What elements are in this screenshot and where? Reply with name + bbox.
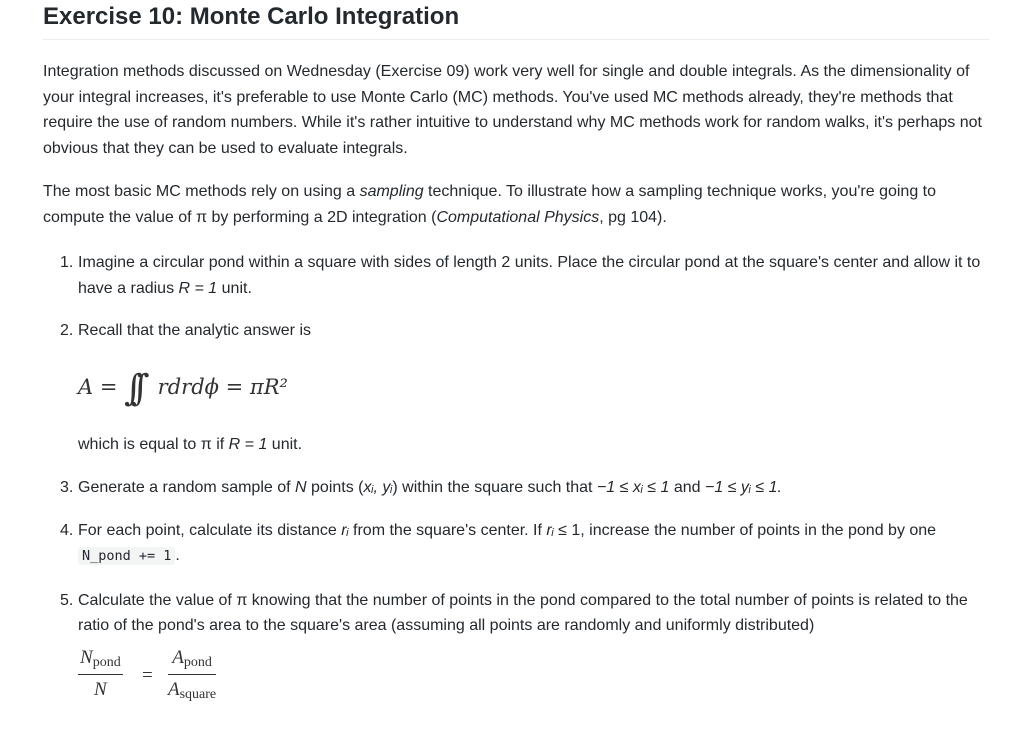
equation-rhs: rdrdϕ = πR²: [157, 374, 288, 399]
text-span: For each point, calculate its distance: [78, 521, 342, 539]
step-number: 5.: [60, 591, 74, 609]
step-4: [43, 518, 989, 570]
text-span: from the square's center. If: [348, 521, 547, 539]
step-2: [43, 318, 989, 457]
fraction-numerator: [78, 645, 123, 676]
text-span: The most basic MC methods rely on using a: [43, 183, 360, 200]
math-inline: xᵢ, yᵢ: [363, 479, 393, 496]
math-inline: −1 ≤ xᵢ ≤ 1: [596, 479, 670, 496]
step-3: [43, 475, 989, 501]
page-title: Exercise 10: Monte Carlo Integration: [43, 0, 989, 40]
text-span: and: [669, 479, 706, 496]
text-span: Imagine a circular pond within a square with sides of length 2 units. Place the circular pond at the square's center and allow it to have a radius: [78, 254, 981, 297]
text-span: points (: [306, 479, 364, 496]
text-span: ≤ 1, increase the number of points in the pond by one: [553, 521, 937, 539]
intro-paragraph: Integration methods discussed on Wednesday (Exercise 09) work very well for single and double integrals. As the dimensionality of your integral increases, it's preferable to use Monte Carlo (MC) methods. You've used MC methods already, they're methods that require the use of random numbers. While it's rather intuitive to understand why MC methods work for random walks, it's perhaps not obvious that they can be used to evaluate integrals.: [43, 63, 982, 157]
math-symbol: A: [168, 679, 180, 700]
text-span: Generate a random sample of: [78, 479, 296, 496]
step-number: 1.: [60, 254, 74, 271]
text-span: which is equal to π if: [78, 435, 229, 453]
text-span: unit.: [267, 435, 303, 453]
math-subscript: pond: [92, 654, 121, 670]
fraction-areas: [168, 645, 216, 705]
math-symbol: N: [94, 679, 107, 700]
fraction-denominator: [168, 675, 216, 705]
text-span: Calculate the value of π knowing that the number of points in the pond compared to the total number of points is related to the ratio of the pond's area to the square's area (assuming all points are randomly and uniformly distributed): [78, 591, 968, 634]
step-2-followup: [78, 432, 989, 458]
fraction-numerator: [168, 645, 216, 676]
math-inline: −1 ≤ yᵢ ≤ 1.: [705, 479, 782, 496]
math-subscript: pond: [183, 654, 212, 670]
equation-body: [78, 367, 288, 409]
text-span: unit.: [217, 279, 252, 297]
emphasis-book-title: Computational Physics: [436, 208, 600, 226]
step-number: 4.: [60, 521, 74, 539]
fraction-points: [78, 645, 123, 703]
math-inline: rᵢ: [546, 521, 554, 539]
math-inline: R = 1: [228, 435, 268, 453]
step-number: 2.: [60, 322, 74, 339]
text-span: ) within the square such that: [392, 479, 597, 496]
text-span: , pg 104).: [599, 208, 667, 226]
step-number: 3.: [60, 479, 74, 496]
math-inline: R = 1: [178, 279, 218, 297]
math-inline: N: [295, 479, 307, 496]
fraction-denominator: [78, 675, 123, 703]
step-5: [43, 588, 989, 709]
math-symbol: N: [80, 646, 93, 668]
integral-sign: ∫∫: [124, 367, 138, 409]
math-subscript: square: [179, 687, 217, 702]
text-span: technique. To illustrate how a sampling technique works, you're going to compute the value of π by performing a 2D integration (: [43, 183, 936, 226]
sampling-paragraph: [43, 179, 989, 230]
math-symbol: A: [172, 646, 184, 668]
text-span: .: [175, 547, 180, 564]
equals-sign: =: [142, 664, 153, 686]
document: [43, 0, 989, 709]
equation-lhs: A =: [78, 374, 118, 399]
steps-list: [43, 250, 989, 709]
text-span: Recall that the analytic answer is: [78, 322, 311, 339]
equation-area-integral: [78, 352, 989, 424]
step-1: [43, 250, 989, 301]
inline-code: N_pond += 1: [78, 547, 175, 565]
math-inline: rᵢ: [341, 521, 349, 539]
equation-ratio: [78, 645, 989, 709]
emphasis-sampling: sampling: [359, 183, 424, 200]
